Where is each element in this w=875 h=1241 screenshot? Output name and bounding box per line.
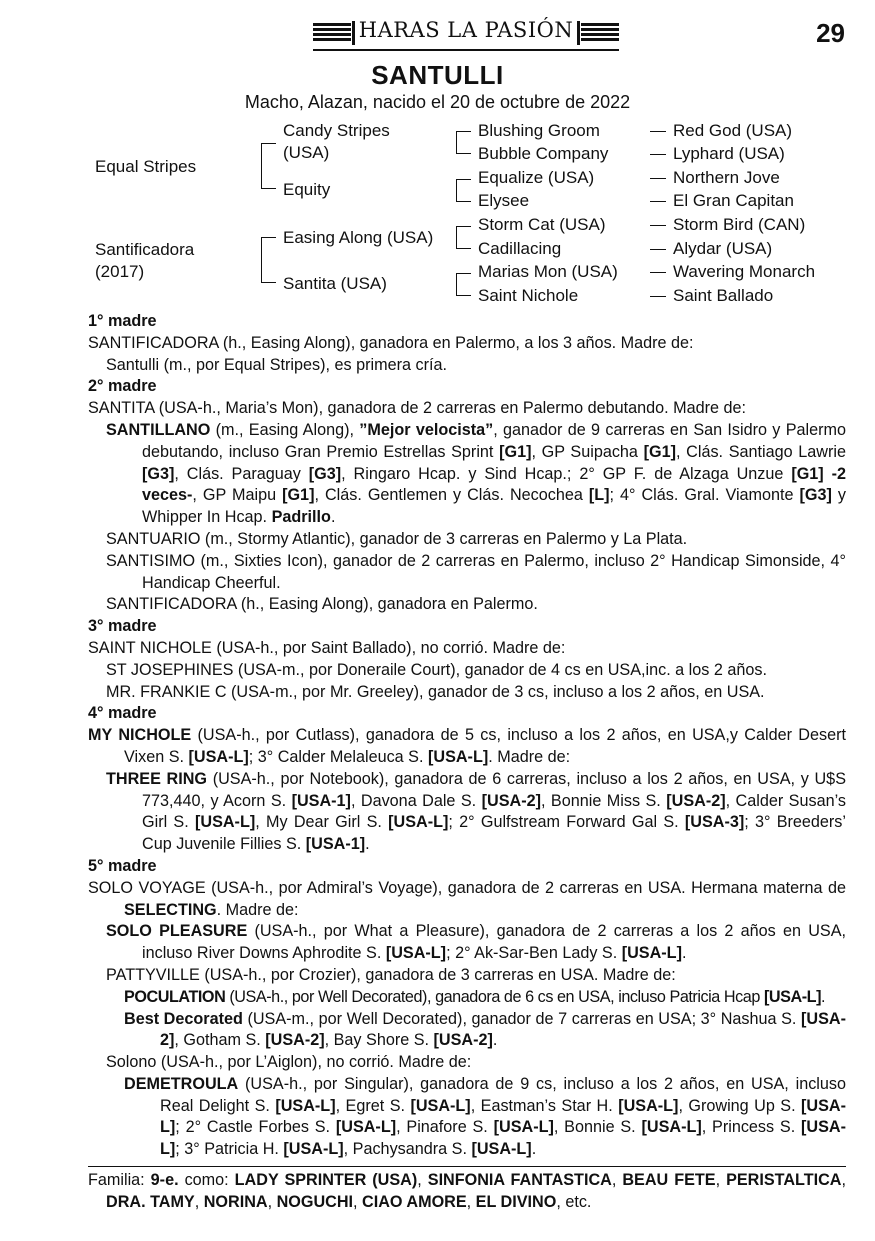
- pedigree-gen3: Marias Mon (USA): [478, 262, 618, 281]
- produce-entry: Solono (USA-h., por L’Aiglon), no corrió. Madre de:: [106, 1053, 472, 1072]
- pedigree-gen2: Equity: [283, 180, 331, 199]
- dam-entry: SANTIFICADORA (h., Easing Along), ganadora en Palermo, a los 3 años. Madre de:: [88, 333, 694, 352]
- produce-entry: PATTYVILLE (USA-h., por Crozier), ganadora de 3 carreras en USA. Madre de:: [106, 965, 676, 984]
- pedigree-gen4: Lyphard (USA): [673, 144, 785, 163]
- pedigree-gen2: Easing Along (USA): [283, 228, 434, 247]
- grand-produce-entry: DEMETROULA (USA-h., por Singular), ganadora de 9 cs, incluso a los 2 años, en USA, incluso Real Delight S. [USA-L], Egret S. [USA-L], Eastman’s Star H. [USA-L], Growing Up S. [USA-L]; 2° Castle Forbes S. [USA-L], Pinafore S. [USA-L], Bonnie S. [USA-L], Princess S. [USA-L]; 3° Patricia H. [USA-L], Pachysandra S. [USA-L].: [124, 1074, 847, 1159]
- pedigree-gen3: Equalize (USA): [478, 168, 595, 187]
- pedigree-gen3: Storm Cat (USA): [478, 215, 606, 234]
- produce-entry: THREE RING (USA-h., por Notebook), ganadora de 6 carreras, incluso a los 2 años, en USA, y U$S 773,440, y Acorn S. [USA-1], Davona Dale S. [USA-2], Bonnie Miss S. [USA-2], Calder Susan’s Girl S. [USA-L], My Dear Girl S. [USA-L]; 2° Gulfstream Forward Gal S. [USA-3]; 3° Breeders’ Cup Juvenile Fillies S. [USA-1].: [106, 769, 846, 854]
- section-heading: 5° madre: [88, 856, 157, 875]
- pedigree-gen4: Wavering Monarch: [673, 262, 816, 281]
- page-header: [0, 16, 875, 52]
- brand-logo: [313, 18, 619, 48]
- section-heading: 3° madre: [88, 617, 157, 636]
- produce-entry: SANTIFICADORA (h., Easing Along), ganadora en Palermo.: [106, 595, 538, 614]
- pedigree-gen2: Santita (USA): [283, 274, 387, 293]
- pedigree-gen4: Northern Jove: [673, 168, 780, 187]
- pedigree-bracket: [261, 237, 262, 283]
- pedigree-gen3: Bubble Company: [478, 144, 609, 163]
- grand-produce-entry: POCULATION (USA-h., por Well Decorated), ganadora de 6 cs en USA, incluso Patricia Hcap [USA-L].: [124, 987, 826, 1006]
- produce-entry: MR. FRANKIE C (USA-m., por Mr. Greeley), ganador de 3 cs, incluso a los 2 años, en USA.: [106, 682, 765, 701]
- pedigree-gen3: Cadillacing: [478, 239, 562, 258]
- brand-name: HARAS LA PASIÓN: [358, 18, 574, 42]
- pedigree-gen2: (USA): [283, 143, 330, 162]
- pedigree-dam: Santificadora: [95, 240, 195, 259]
- brand-ornament-right: [581, 23, 619, 43]
- dam-entry: MY NICHOLE (USA-h., por Cutlass), ganadora de 5 cs, incluso a los 2 años, en USA,y Calder Desert Vixen S. [USA-L]; 3° Calder Melaleuca S. [USA-L]. Madre de:: [88, 726, 846, 766]
- pedigree-gen2: Candy Stripes: [283, 121, 390, 140]
- family-record: [88, 311, 846, 1161]
- pedigree-gen3: Saint Nichole: [478, 286, 579, 305]
- brand-ornament-left: [313, 23, 351, 43]
- horse-name: SANTULLI: [371, 60, 504, 90]
- horse-description: Macho, Alazan, nacido el 20 de octubre de 2022: [244, 92, 631, 112]
- page-number: 29: [816, 18, 845, 48]
- pedigree-bracket: [456, 179, 457, 202]
- pedigree-bracket: [456, 273, 457, 296]
- produce-entry: SANTUARIO (m., Stormy Atlantic), ganador de 3 carreras en Palermo y La Plata.: [106, 529, 688, 548]
- pedigree-bracket: [456, 226, 457, 249]
- dam-entry: SANTITA (USA-h., Maria’s Mon), ganadora de 2 carreras en Palermo debutando. Madre de:: [88, 399, 747, 418]
- dam-entry: SAINT NICHOLE (USA-h., por Saint Ballado), no corrió. Madre de:: [88, 638, 566, 657]
- pedigree-gen4: Storm Bird (CAN): [673, 215, 806, 234]
- section-heading: 4° madre: [88, 704, 157, 723]
- pedigree-bracket: [261, 143, 262, 189]
- grand-produce-entry: Best Decorated (USA-m., por Well Decorated), ganador de 7 carreras en USA; 3° Nashua S. [USA-2], Gotham S. [USA-2], Bay Shore S. [USA-2].: [124, 1009, 846, 1050]
- dam-entry: SOLO VOYAGE (USA-h., por Admiral’s Voyage), ganadora de 2 carreras en USA. Hermana materna de SELECTING. Madre de:: [88, 878, 846, 919]
- family-notes: [88, 1166, 846, 1213]
- section-heading: 1° madre: [88, 312, 157, 330]
- family-line: Familia: 9-e. como: LADY SPRINTER (USA), SINFONIA FANTASTICA, BEAU FETE, PERISTALTICA, DRA. TAMY, NORINA, NOGUCHI, CIAO AMORE, EL DIVINO, etc.: [88, 1171, 846, 1211]
- pedigree-gen3: Elysee: [478, 191, 530, 210]
- produce-entry: SOLO PLEASURE (USA-h., por What a Pleasure), ganadora de 2 carreras a los 2 años en USA, incluso River Downs Aphrodite S. [USA-L]; 2° Ak-Sar-Ben Lady S. [USA-L].: [106, 922, 847, 963]
- produce-entry: ST JOSEPHINES (USA-m., por Doneraile Court), ganador de 4 cs en USA,inc. a los 2 años.: [106, 660, 767, 679]
- pedigree-gen3: Blushing Groom: [478, 121, 600, 140]
- pedigree-gen4: Red God (USA): [673, 121, 793, 140]
- produce-entry: SANTISIMO (m., Sixties Icon), ganador de 2 carreras en Palermo, incluso 2° Handicap Simonside, 4° Handicap Cheerful.: [106, 551, 846, 592]
- pedigree-gen4: Saint Ballado: [673, 286, 774, 305]
- pedigree-gen4: El Gran Capitan: [673, 191, 794, 210]
- section-heading: 2° madre: [88, 377, 157, 396]
- produce-entry: SANTILLANO (m., Easing Along), ”Mejor velocista”, ganador de 9 carreras en San Isidro y Palermo debutando, incluso Gran Premio Estrellas Sprint [G1], GP Suipacha [G1], Clás. Santiago Lawrie [G3], Clás. Paraguay [G3], Ringaro Hcap. y Sind Hcap.; 2° GP F. de Alzaga Unzue [G1] -2 veces-, GP Maipu [G1], Clás. Gentlemen y Clás. Necochea [L]; 4° Clás. Gral. Viamonte [G3] y Whipper In Hcap. Padrillo.: [106, 420, 846, 527]
- pedigree-sire: Equal Stripes: [95, 157, 197, 176]
- pedigree-bracket: [456, 131, 457, 154]
- produce-entry: Santulli (m., por Equal Stripes), es primera cría.: [106, 355, 447, 374]
- pedigree-gen4: Alydar (USA): [673, 239, 773, 258]
- pedigree-dam-year: (2017): [95, 262, 145, 281]
